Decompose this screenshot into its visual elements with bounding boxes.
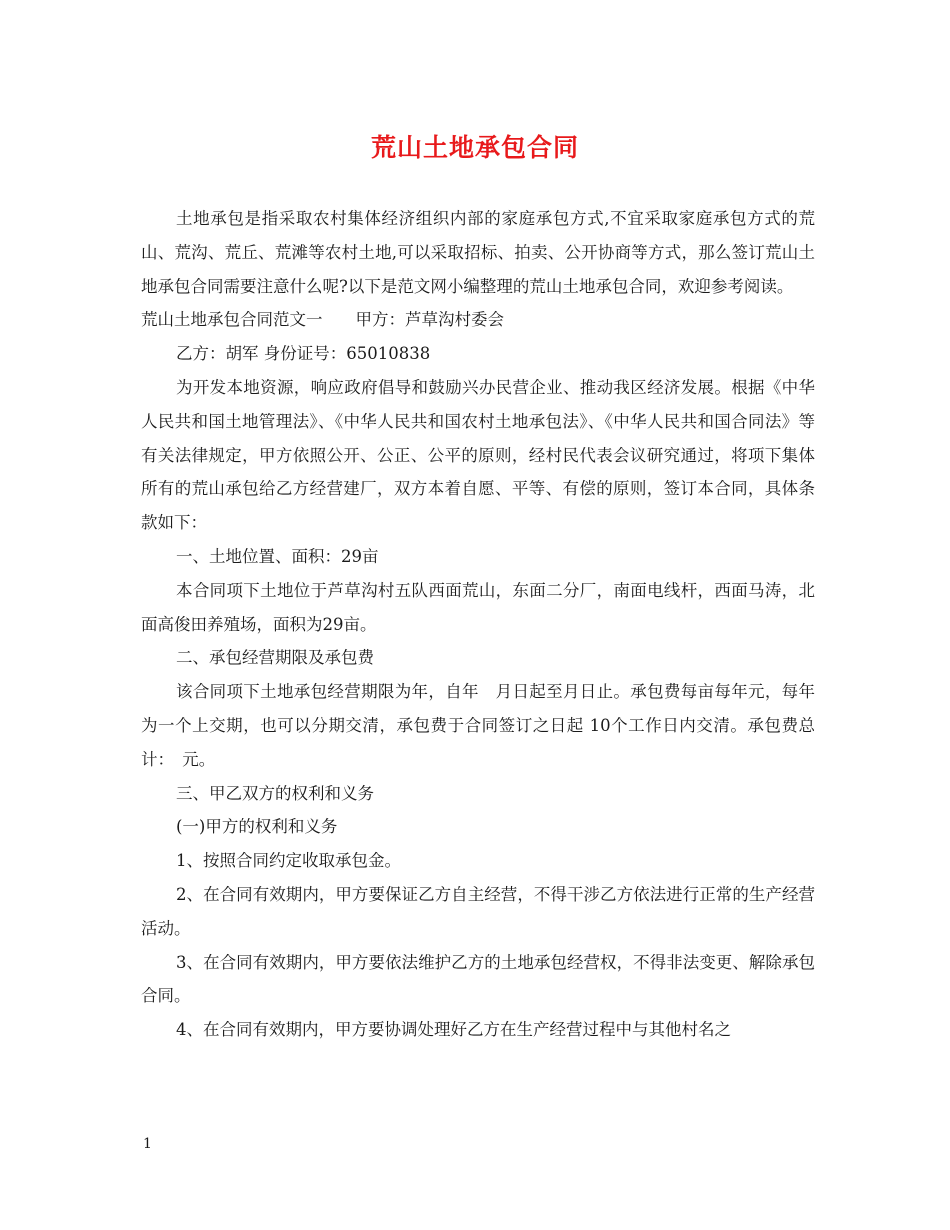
section-2-paragraph: 该合同项下土地承包经营期限为年，自年 月日起至月日止。承包费每亩每年元，每年为一个上交期，也可以分期交清，承包费于合同签订之日起 10个工作日内交清。承包费总计： 元。	[141, 682, 815, 769]
section-1-heading: 一、土地位置、面积：29亩	[176, 546, 379, 566]
section-2-heading: 二、承包经营期限及承包费	[176, 648, 374, 668]
intro-paragraph: 土地承包是指采取农村集体经济组织内部的家庭承包方式,不宜采取家庭承包方式的荒山、荒沟、荒丘、荒滩等农村土地,可以采取招标、拍卖、公开协商等方式，那么签订荒山土地承包合同需要注意什么呢?以下是范文网小编整理的荒山土地承包合同，欢迎参考阅读。	[141, 209, 815, 296]
clause-2: 2、在合同有效期内，甲方要保证乙方自主经营，不得干涉乙方依法进行正常的生产经营活动。	[141, 884, 815, 938]
sample-heading-party-a: 荒山土地承包合同范文一 甲方：芦草沟村委会	[141, 310, 504, 330]
section-3-heading: 三、甲乙双方的权利和义务	[176, 783, 374, 803]
section-1-paragraph: 本合同项下土地位于芦草沟村五队西面荒山，东面二分厂，南面电线杆，西面马涛，北面高俊田养殖场，面积为29亩。	[141, 580, 815, 634]
document-title: 荒山土地承包合同	[370, 133, 579, 162]
document-body	[141, 202, 815, 1047]
party-b-line: 乙方：胡军 身份证号：65010838	[176, 344, 431, 364]
preamble-paragraph: 为开发本地资源，响应政府倡导和鼓励兴办民营企业、推动我区经济发展。根据《中华人民共和国土地管理法》、《中华人民共和国农村土地承包法》、《中华人民共和国合同法》等有关法律规定，甲方依照公开、公正、公平的原则，经村民代表会议研究通过，将项下集体所有的荒山承包给乙方经营建厂，双方本着自愿、平等、有偿的原则，签订本合同，具体条款如下：	[141, 377, 815, 533]
clause-4: 4、在合同有效期内，甲方要协调处理好乙方在生产经营过程中与其他村名之	[176, 1020, 731, 1040]
page-number: 1	[143, 1136, 152, 1152]
clause-1: 1、按照合同约定收取承包金。	[176, 851, 401, 871]
clause-3: 3、在合同有效期内，甲方要依法维护乙方的土地承包经营权，不得非法变更、解除承包合同。	[141, 952, 815, 1006]
subsection-party-a-heading: (一)甲方的权利和义务	[176, 817, 338, 837]
